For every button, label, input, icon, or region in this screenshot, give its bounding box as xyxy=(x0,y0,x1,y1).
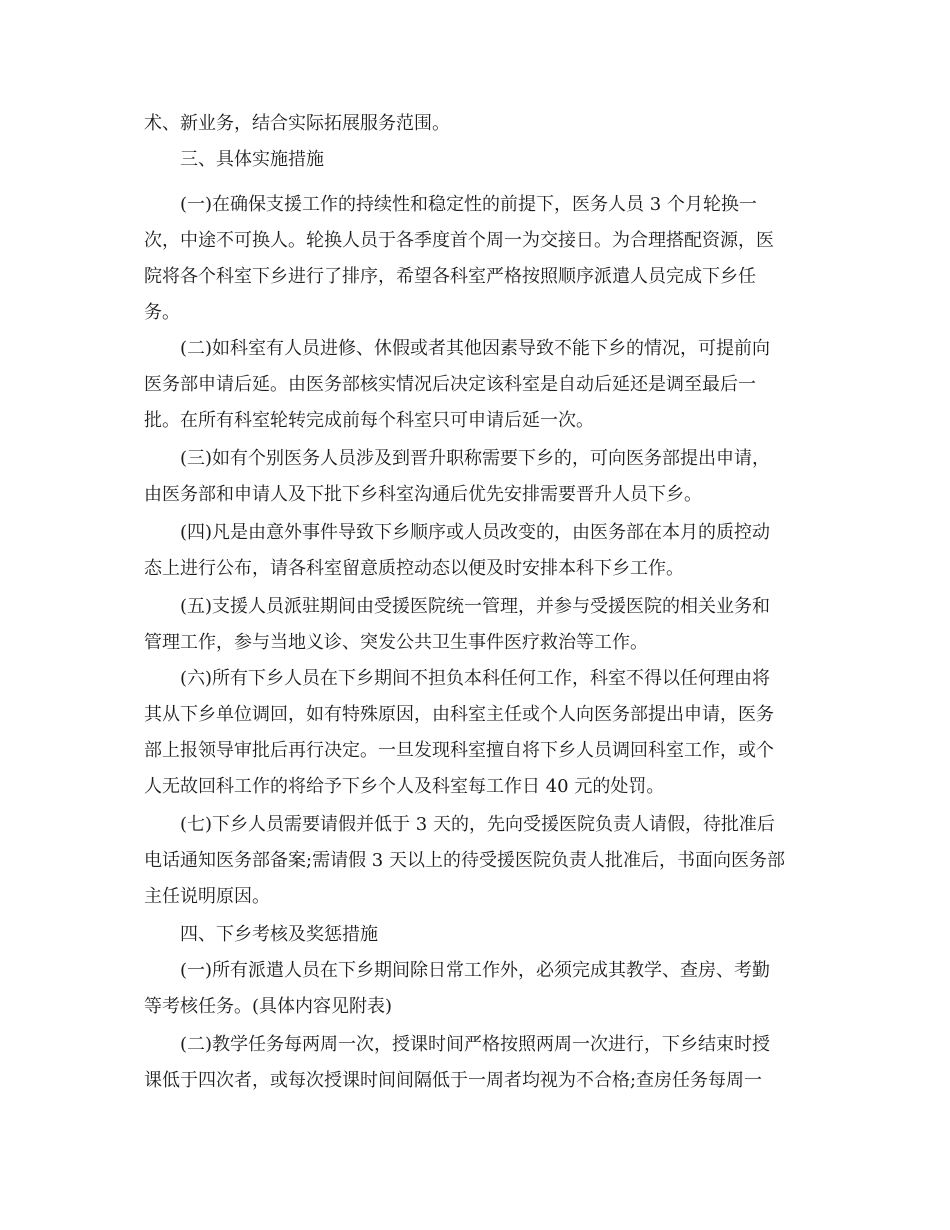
body-line: 电话通知医务部备案;需请假 3 天以上的待受援医院负责人批准后，书面向医务部 xyxy=(144,850,785,871)
body-line: 课低于四次者，或每次授课时间间隔低于一周者均视为不合格;查房任务每周一 xyxy=(144,1070,763,1091)
body-line: (一)所有派遣人员在下乡期间除日常工作外，必须完成其教学、查房、考勤 xyxy=(180,960,771,981)
body-line: 由医务部和申请人及下批下乡科室沟通后优先安排需要晋升人员下乡。 xyxy=(144,484,702,505)
body-line: (五)支援人员派驻期间由受援医院统一管理，并参与受援医院的相关业务和 xyxy=(180,596,771,617)
body-line: 等考核任务。(具体内容见附表) xyxy=(144,996,393,1017)
body-line: 医务部申请后延。由医务部核实情况后决定该科室是自动后延还是调至最后一 xyxy=(144,374,756,395)
section-heading: 三、具体实施措施 xyxy=(180,149,324,170)
body-line: 次，中途不可换人。轮换人员于各季度首个周一为交接日。为合理搭配资源，医 xyxy=(144,230,774,251)
body-line: (六)所有下乡人员在下乡期间不担负本科任何工作，科室不得以任何理由将 xyxy=(180,668,771,689)
body-line: (三)如有个别医务人员涉及到晋升职称需要下乡的，可向医务部提出申请， xyxy=(180,448,771,469)
body-line: (一)在确保支援工作的持续性和稳定性的前提下，医务人员 3 个月轮换一 xyxy=(180,194,757,215)
body-line: 态上进行公布，请各科室留意质控动态以便及时安排本科下乡工作。 xyxy=(144,558,684,579)
body-line: 院将各个科室下乡进行了排序，希望各科室严格按照顺序派遣人员完成下乡任 xyxy=(144,266,756,287)
body-line: (二)教学任务每两周一次，授课时间严格按照两周一次进行，下乡结束时授 xyxy=(180,1034,771,1055)
body-line: 部上报领导审批后再行决定。一旦发现科室擅自将下乡人员调回科室工作，或个 xyxy=(144,740,774,761)
body-line: 管理工作，参与当地义诊、突发公共卫生事件医疗救治等工作。 xyxy=(144,632,648,653)
section-heading: 四、下乡考核及奖惩措施 xyxy=(180,924,378,945)
body-line: (二)如科室有人员进修、休假或者其他因素导致不能下乡的情况，可提前向 xyxy=(180,338,771,359)
body-line: 主任说明原因。 xyxy=(144,886,270,907)
body-line: 其从下乡单位调回，如有特殊原因，由科室主任或个人向医务部提出申请，医务 xyxy=(144,704,774,725)
body-line: 人无故回科工作的将给予下乡个人及科室每工作日 40 元的处罚。 xyxy=(144,776,665,797)
body-line: 务。 xyxy=(144,302,180,323)
body-line: (四)凡是由意外事件导致下乡顺序或人员改变的，由医务部在本月的质控动 xyxy=(180,522,771,543)
body-line: 批。在所有科室轮转完成前每个科室只可申请后延一次。 xyxy=(144,410,594,431)
body-line: (七)下乡人员需要请假并低于 3 天的，先向受援医院负责人请假，待批准后 xyxy=(180,814,775,835)
body-line: 术、新业务，结合实际拓展服务范围。 xyxy=(144,113,450,134)
